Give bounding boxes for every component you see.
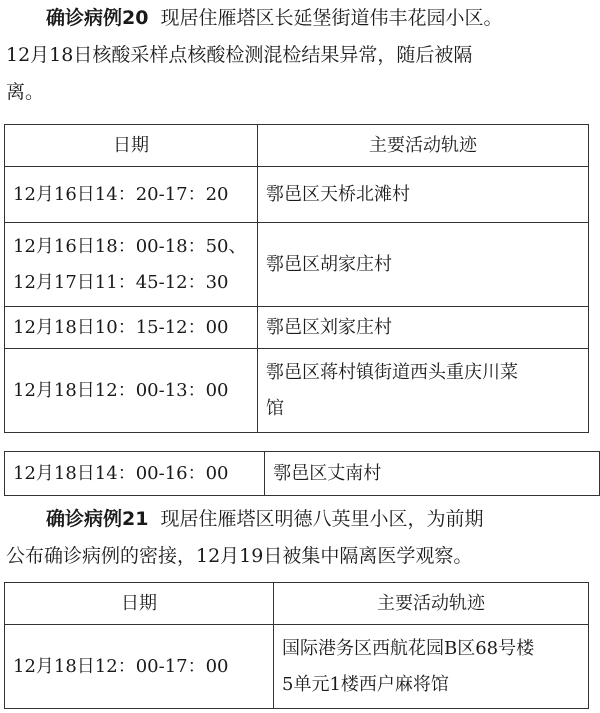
activity-column-header: 主要活动轨迹 [258, 125, 589, 167]
case21-line2: 公布确诊病例的密接，12月19日被集中隔离医学观察。 [6, 545, 473, 567]
table-row [5, 223, 589, 307]
place-cell: 鄠邑区天桥北滩村 [258, 167, 589, 223]
activity-column-header: 主要活动轨迹 [274, 583, 589, 625]
table-row [5, 167, 589, 223]
case21-line1 [0, 501, 594, 538]
case21-line1-text: 现居住雁塔区明德八英里小区，为前期 [160, 508, 484, 530]
case21-itinerary-table [4, 582, 589, 709]
case20-itinerary-table [4, 124, 589, 433]
table-header-row [5, 583, 589, 625]
case21-paragraph [0, 501, 594, 575]
table-header-row [5, 125, 589, 167]
place-cell: 鄠邑区丈南村 [265, 452, 600, 496]
case20-line1-text: 现居住雁塔区长延堡街道伟丰花园小区。 [160, 7, 503, 29]
case21-heading: 确诊病例21 [46, 508, 149, 530]
place-cell: 鄠邑区刘家庄村 [258, 307, 589, 349]
date-column-header: 日期 [5, 583, 274, 625]
date-cell: 12月18日14：00-16：00 [5, 452, 265, 496]
place-cell: 鄠邑区蒋村镇街道西头重庆川菜 馆 [258, 349, 589, 433]
case20-line3: 离。 [6, 81, 45, 103]
case20-itinerary-table-continued [4, 451, 600, 496]
date-cell: 12月16日14：20-17：20 [5, 167, 258, 223]
table-row [5, 349, 589, 433]
case20-heading: 确诊病例20 [46, 7, 149, 29]
case20-line1 [0, 0, 594, 37]
date-cell: 12月18日12：00-13：00 [5, 349, 258, 433]
table-row [5, 307, 589, 349]
date-cell: 12月16日18：00-18：50、 12月17日11：45-12：30 [5, 223, 258, 307]
date-column-header: 日期 [5, 125, 258, 167]
table-row [5, 625, 589, 709]
date-cell: 12月18日10：15-12：00 [5, 307, 258, 349]
place-cell: 鄠邑区胡家庄村 [258, 223, 589, 307]
date-cell: 12月18日12：00-17：00 [5, 625, 274, 709]
place-cell: 国际港务区西航花园B区68号楼 5单元1楼西户麻将馆 [274, 625, 589, 709]
table-row [5, 452, 600, 496]
case20-line2: 12月18日核酸采样点核酸检测混检结果异常，随后被隔 [6, 44, 473, 66]
case20-paragraph [0, 0, 594, 111]
